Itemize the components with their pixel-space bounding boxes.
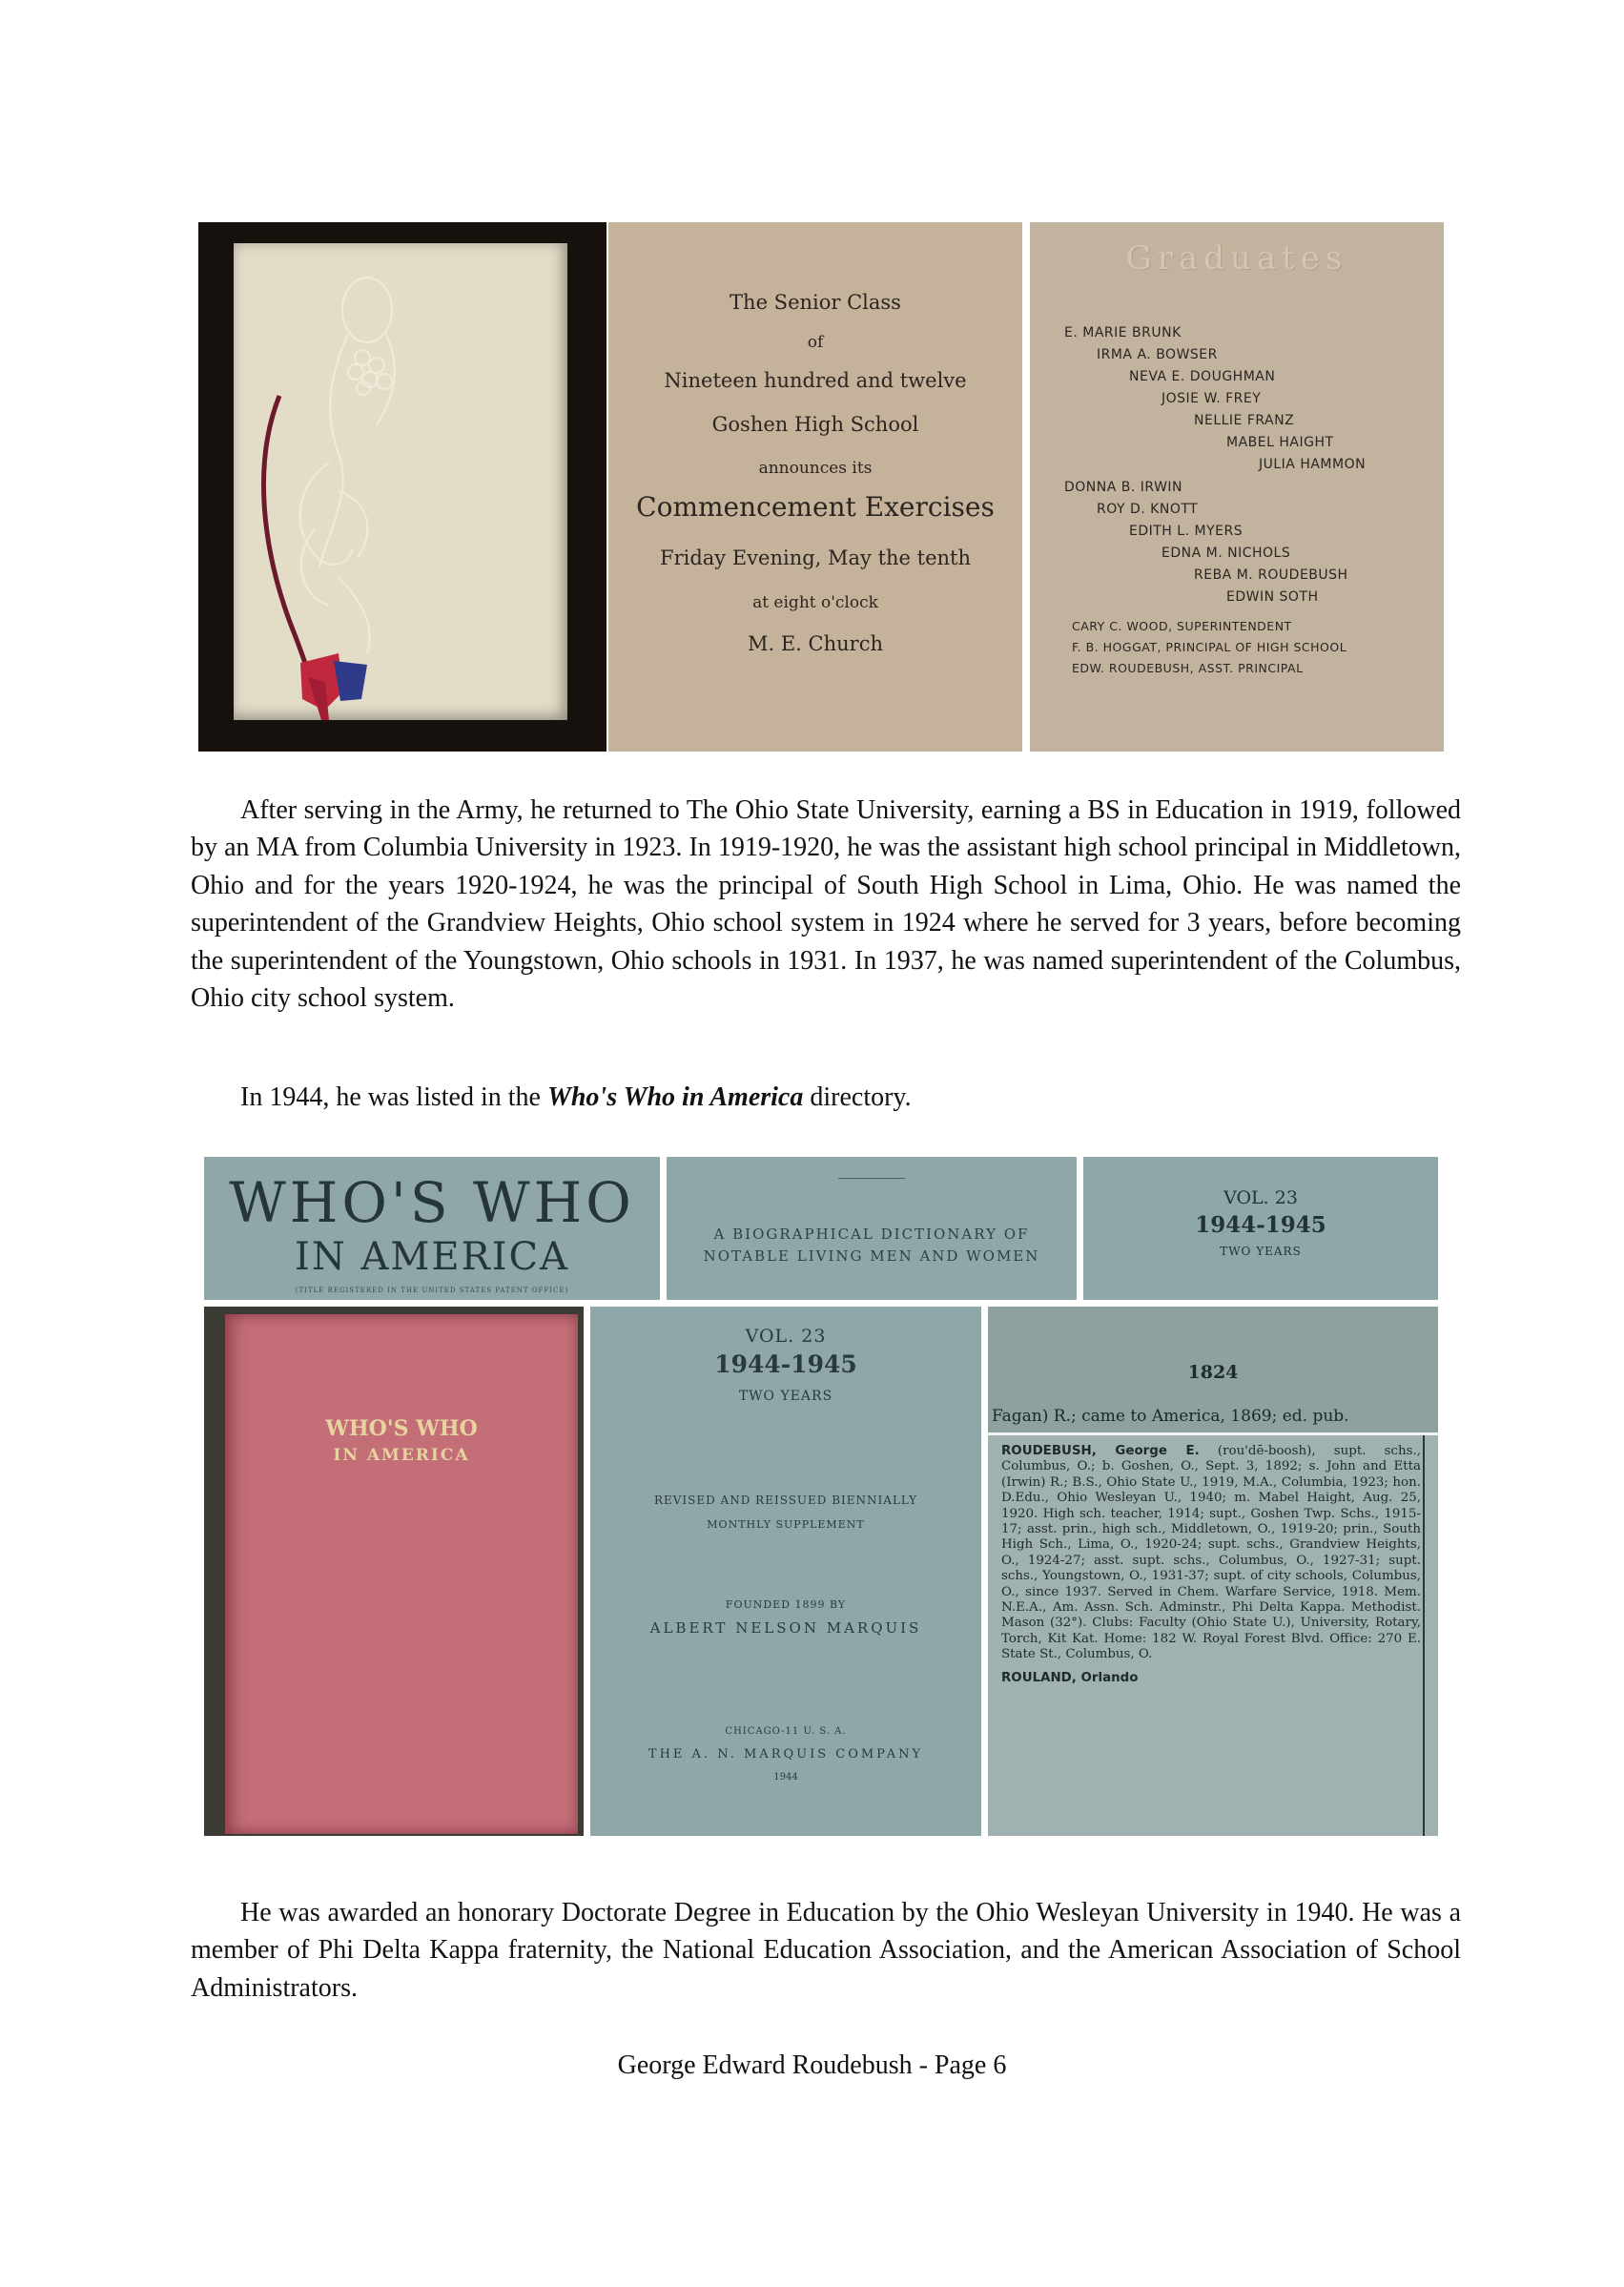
- photo-seam: [988, 1432, 1438, 1435]
- whos-who-subtitle: IN AMERICA: [295, 1235, 569, 1279]
- page-footer: George Edward Roudebush - Page 6: [617, 2050, 1007, 2080]
- graduate-name: NELLIE FRANZ: [1194, 413, 1295, 428]
- page-header-area: [988, 1307, 1438, 1435]
- tassel: [300, 653, 367, 720]
- bio-line: NOTABLE LIVING MEN AND WOMEN: [703, 1247, 1040, 1265]
- graduate-name: E. MARIE BRUNK: [1064, 325, 1182, 340]
- whos-who-book-photo: [204, 1307, 584, 1836]
- commencement-invitation-photo: [608, 222, 1022, 752]
- entry-name: ROUDEBUSH, George E.: [1001, 1444, 1200, 1458]
- graduate-name: NEVA E. DOUGHMAN: [1129, 369, 1276, 384]
- volume-label-photo: [1083, 1157, 1438, 1300]
- directory-entry-photo: [988, 1307, 1438, 1836]
- intro-text-end: directory.: [803, 1082, 912, 1112]
- divider: [838, 1178, 905, 1179]
- invitation-line: at eight o'clock: [752, 593, 878, 612]
- invitation-line: Nineteen hundred and twelve: [664, 369, 967, 392]
- next-entry: ROULAND, Orlando: [1001, 1670, 1139, 1685]
- whos-who-intro: [240, 1082, 912, 1113]
- invitation-line: Goshen High School: [711, 413, 919, 436]
- staff-line: F. B. HOGGAT, PRINCIPAL OF HIGH SCHOOL: [1072, 640, 1347, 654]
- staff-line: CARY C. WOOD, SUPERINTENDENT: [1072, 619, 1292, 633]
- bio-line: A BIOGRAPHICAL DICTIONARY OF: [713, 1226, 1030, 1243]
- invitation-line: The Senior Class: [730, 291, 901, 314]
- invitation-line: announces its: [758, 459, 873, 478]
- biographical-dictionary-photo: [667, 1157, 1077, 1300]
- page-number: 1824: [1187, 1362, 1239, 1383]
- invitation-line: of: [807, 333, 824, 352]
- revised-line: REVISED AND REISSUED BIENNIALLY: [653, 1494, 918, 1507]
- whos-who-title-photo: [204, 1157, 660, 1300]
- volume-number: VOL. 23: [745, 1326, 827, 1347]
- graduate-name: MABEL HAIGHT: [1226, 435, 1334, 450]
- graduate-name: ROY D. KNOTT: [1097, 502, 1199, 517]
- entry-above: Fagan) R.; came to America, 1869; ed. pub.: [992, 1407, 1349, 1426]
- graduate-name: JULIA HAMMON: [1259, 457, 1367, 472]
- book-title: WHO'S WHO: [325, 1416, 478, 1441]
- intro-title: Who's Who in America: [546, 1082, 804, 1112]
- founded-line: FOUNDED 1899 BY: [725, 1598, 847, 1611]
- graduates-heading: Graduates: [1125, 239, 1348, 278]
- column-rule: [1423, 1435, 1425, 1836]
- roudebush-entry: [1001, 1444, 1421, 1686]
- whos-who-title: WHO'S WHO: [229, 1170, 635, 1235]
- title-page-photo: [590, 1307, 981, 1836]
- paragraph-education-career: After serving in the Army, he returned to The Ohio State University, earning a BS in Education in 1919, followed by an MA from Columbia University in 1923. In 1919-1920, he was the assistant high school principal in Middletown, Ohio and for the years 1920-1924, he was the principal of South High School in Lima, Ohio. He was named the superintendent of the Grandview Heights, Ohio school system in 1924 where he served for 3 years, before becoming the superintendent of the Youngstown, Ohio schools in 1931. In 1937, he was named superintendent of the Columbus, Ohio city school system.: [191, 795, 1461, 1014]
- graduate-name: DONNA B. IRWIN: [1064, 480, 1183, 495]
- graduate-name: EDITH L. MYERS: [1129, 524, 1244, 539]
- founder-line: ALBERT NELSON MARQUIS: [649, 1619, 922, 1637]
- graduate-name: IRMA A. BOWSER: [1097, 347, 1218, 362]
- supplement-line: MONTHLY SUPPLEMENT: [707, 1518, 865, 1531]
- volume-two-years: TWO YEARS: [1220, 1245, 1302, 1258]
- entry-body: (rou'dē-boosh), supt. schs., Columbus, O.; b. Goshen, O., Sept. 3, 1892; s. John and Etta (Irwin) R.; B.S., Ohio State U., 1919, M.A., Columbia, 1923; hon. D.Edu., Ohio Wesleyan U., 1940; m. Mabel Haight, Aug. 25, 1920. High sch. teacher, 1914; supt., Goshen Twp. Schs., 1915-17; asst. prin., high sch., Middletown, O., 1919-20; prin., South High Sch., Lima, O., 1920-24; supt. schs., Grandview Heights, O., 1924-27; asst. supt. schs., Columbus, O., 1927-31; supt. schs., Youngstown, O., 1931-37; supt. of city schools, Columbus, O., since 1937. Served in Chem. Warfare Service, 1918. Mem. N.E.A., Am. Assn. Sch. Adminstr., Phi Delta Kappa. Methodist. Mason (32°). Clubs: Faculty (Ohio State U.), University, Rotary, Torch, Kit Kat. Home: 182 W. Royal Forest Blvd. Office: 270 E. State St., Columbus, O.: [1001, 1444, 1421, 1662]
- program-card: [234, 243, 567, 720]
- staff-line: EDW. ROUDEBUSH, ASST. PRINCIPAL: [1072, 661, 1304, 675]
- graduate-name: EDWIN SOTH: [1226, 589, 1319, 605]
- volume-number: VOL. 23: [1223, 1187, 1298, 1208]
- publisher-line: THE A. N. MARQUIS COMPANY: [648, 1747, 924, 1762]
- city-line: CHICAGO-11 U. S. A.: [725, 1726, 847, 1737]
- commencement-program-cover-photo: [198, 222, 606, 752]
- red-book-cover: [225, 1314, 578, 1834]
- publication-year: 1944: [773, 1772, 798, 1782]
- invitation-line: Friday Evening, May the tenth: [660, 546, 971, 569]
- whos-who-trademark: (TITLE REGISTERED IN THE UNITED STATES PATENT OFFICE): [295, 1287, 569, 1294]
- invitation-line: Commencement Exercises: [636, 491, 995, 523]
- embossed-floral-decoration: [234, 243, 567, 720]
- paragraph-honors: He was awarded an honorary Doctorate Degree in Education by the Ohio Wesleyan University in 1940. He was a member of Phi Delta Kappa fraternity, the National Education Association, and the American Association of School Administrators.: [191, 1898, 1461, 2003]
- volume-years: 1944-1945: [714, 1350, 857, 1378]
- book-subtitle: IN AMERICA: [333, 1446, 470, 1465]
- invitation-line: M. E. Church: [748, 632, 883, 655]
- intro-text: In 1944, he was listed in the: [240, 1082, 547, 1112]
- graduate-name: EDNA M. NICHOLS: [1161, 546, 1291, 561]
- volume-years: 1944-1945: [1195, 1212, 1326, 1238]
- graduates-list-photo: [1030, 222, 1444, 752]
- volume-two-years: TWO YEARS: [738, 1389, 833, 1404]
- graduate-name: JOSIE W. FREY: [1161, 391, 1262, 406]
- graduate-name: REBA M. ROUDEBUSH: [1194, 567, 1348, 583]
